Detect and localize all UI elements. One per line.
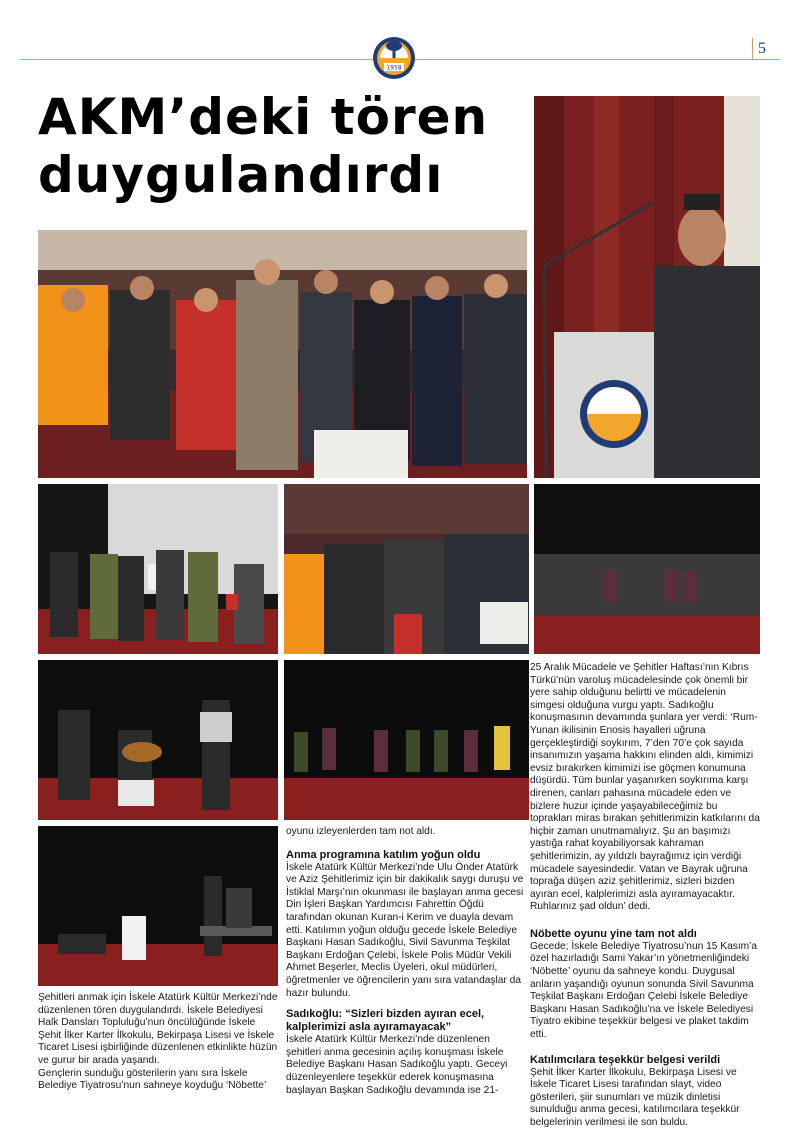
municipality-logo bbox=[372, 34, 416, 86]
paragraph: İskele Atatürk Kültür Merkezi’nde Ulu Önder Atatürk ve Aziz Şehitlerimiz için bir dakikalık saygı duruşu ve İstiklal Marşı’nın okunması ile başlayan anma gecesi Din İşleri Başkan Yardımcısı Fahrettin Öğdü tarafından okunan Kuran-i Kerim ve duayla devam etti. Katılımın yoğun olduğu gecede İskele Belediye Başkanı Hasan Sadıkoğlu, Sivil Savunma Teşkilat Başkanı Erdoğan Çelebi, İskele Polis Müdür Vekili Ahmet Beşerler, Meclis Üyeleri, okul müdürleri, öğretmenler ve öğrencilerin yanı sıra vatandaşlar da hazır bulundu. bbox=[286, 861, 524, 999]
music-photo bbox=[38, 660, 278, 820]
choir-photo bbox=[284, 660, 529, 820]
group-photo bbox=[38, 230, 527, 478]
paragraph: Şehitleri anmak için İskele Atatürk Kültür Merkezi’nde düzenlenen tören duygulandırdı. İskele Belediyesi Halk Dansları Topluluğu’nun öncülüğünde İskele Şehit İlker Karter İlkokulu, Bekirpaşa Lisesi ve İskele Ticaret Lisesi işbirliğinde düzenlenen etkinlikte hüzün ve gurur bir arada yaşandı. bbox=[38, 992, 278, 1066]
headline-line1: AKM’deki tören bbox=[38, 88, 489, 146]
paragraph: Gençlerin sunduğu gösterilerin yanı sıra İskele Belediye Tiyatrosu’nun sahneye koyduğu ‘Nöbette’ bbox=[38, 1067, 267, 1092]
page-number: 5 bbox=[752, 38, 771, 60]
award-photo bbox=[38, 484, 278, 654]
headline bbox=[38, 88, 538, 204]
subheading: Anma programına katılım yoğun oldu bbox=[286, 848, 481, 861]
paragraph: 25 Aralık Mücadele ve Şehitler Haftası’nın Kıbrıs Türkü’nün varoluş mücadelesinde çok önemli bir yere sahip olduğunu belirtti ve mücadelenin simgesi olduğuna vurgu yaptı. Sadıkoğlu konuşmasının devamında şunlara yer verdi: ‘Rum-Yunan ikilisinin Enosis hayalleri uğruna gerçekleştirdiği soykırım, 7’den 70’e çok sayıda insanımızın yaşama hakkını elinden aldı, kimimizi evsiz bırakırken kimimizi ise göçmen konumuna düşürdü. Tüm bunlar yaşanırken soykırıma karşı direnen, canları pahasına mücadele eden ve bizlere huzur içinde yaşayabileceğimiz bu toprakları miras bırakan şehitlerimizin katkılarını da hiçbir zaman unutmamalıyız. Şu an başımızı yastığa rahat koyabiliyorsak kahraman şehitlerimizin, ay yıldızlı bayrağımız için verdiği mücadele sayesindedir. Vatan ve Bayrak uğruna toprağa düşen aziz şehitlerimiz, sizleri bizden ayıran ecel, kalplerimizi asla ayıramayacaktır. Ruhlarınız şad oldun’ dedi. bbox=[530, 662, 760, 913]
logo-year: 1958 bbox=[386, 64, 402, 72]
article-column-2 bbox=[286, 826, 526, 1097]
paragraph: Şehit İlker Karter İlkokulu, Bekirpaşa Lisesi ve İskele Ticaret Lisesi tarafından slayt, video gösterileri, şiir sunumları ve müzik dinletisi sunulduğu anma gecesi, katılımcılara teşekkür belgelerinin verilmesi ile son buldu. bbox=[530, 1066, 740, 1128]
headline-line2: duygulandırdı bbox=[38, 146, 444, 204]
subheading: Katılımcılara teşekkür belgesi verildi bbox=[530, 1053, 721, 1066]
paragraph: İskele Atatürk Kültür Merkezi’nde düzenlenen şehitleri anma gecesinin açılış konuşması İskele Belediye Başkanı Hasan Sadıkoğlu yaptı. Geceyi düzenleyenlere teşekkür ederek konuşmasına başlayan Başkan Sadıkoğlu devamında ise 21- bbox=[286, 1034, 508, 1096]
theatre-photo bbox=[38, 826, 278, 986]
paragraph: Gecede; İskele Belediye Tiyatrosu’nun 15 Kasım’a özel hazırladığı Sami Yakar’ın yönetmenliğindeki ‘Nöbette’ oyunu da sahneye kondu. Duygusal anların yaşandığı oyunun sonunda Sivil Savunma Teşkilat Başkanı Erdoğan Çelebi İskele Belediye Başkanı Hasan Sadıkoğlu’na ve İskele Belediyesi Tiyatro ekibine teşekkür belgesi ve plaket takdim etti. bbox=[530, 940, 758, 1041]
audience-photo bbox=[284, 484, 529, 654]
subheading: Sadıkoğlu: “Sizleri bizden ayıran ecel, kalplerimizi asla ayıramayacak” bbox=[286, 1008, 485, 1034]
article-column-3 bbox=[530, 662, 762, 1130]
article-column-1 bbox=[38, 992, 278, 1093]
subheading: Nöbette oyunu yine tam not aldı bbox=[530, 927, 697, 940]
stage-group-photo bbox=[534, 484, 760, 654]
speaker-photo bbox=[534, 96, 760, 478]
paragraph: oyunu izleyenlerden tam not aldı. bbox=[286, 826, 436, 837]
